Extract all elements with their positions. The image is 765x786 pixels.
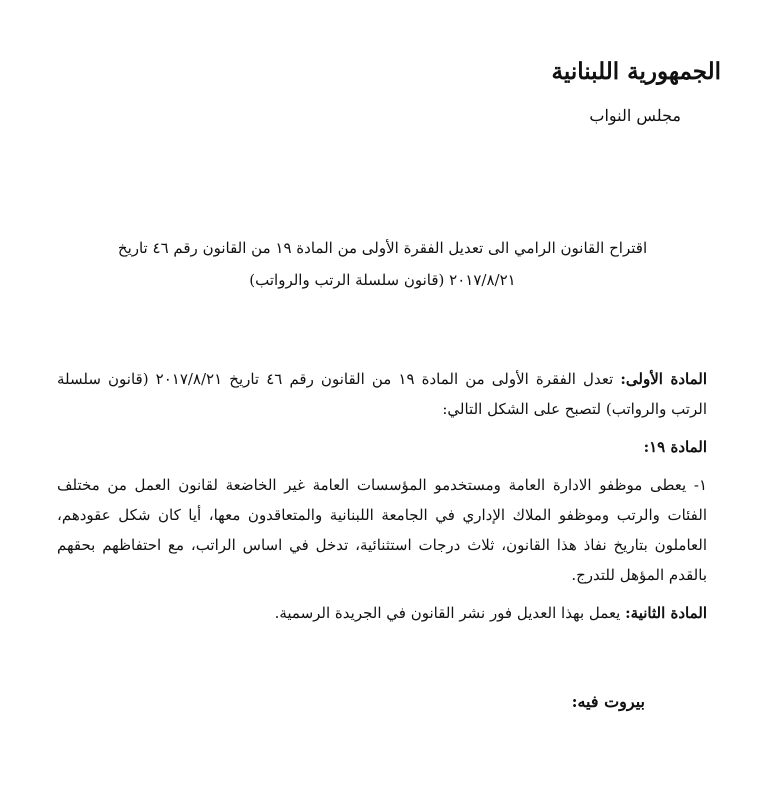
article-19-text: ١- يعطى موظفو الادارة العامة ومستخدمو المؤسسات العامة غير الخاضعة لقانون العمل من مختلف الفئات والرتب وموظفو الملاك الإداري في الجامعة اللبنانية والمتعاقدون معها، أيا كان شكل عقودهم، العاملون بتاريخ نفاذ هذا القانون، ثلاث درجات استثنائية، تدخل في اساس الراتب، مع احتفاظهم بحقهم بالقدم المؤهل للتدرج. (57, 476, 707, 584)
document-body (57, 364, 707, 628)
title-line-1: اقتراح القانون الرامي الى تعديل الفقرة الأولى من المادة ١٩ من القانون رقم ٤٦ تاريخ (117, 239, 648, 257)
article-1-paragraph (57, 364, 707, 424)
article-1-label: المادة الأولى: (620, 370, 707, 388)
proposal-title (0, 232, 765, 296)
article-2-paragraph (57, 598, 707, 628)
beirut-date-line: بيروت فيه: (571, 692, 645, 711)
parliament-subheading: مجلس النواب (589, 106, 681, 125)
article-1-text: تعدل الفقرة الأولى من المادة ١٩ من القانون رقم ٤٦ تاريخ ٢٠١٧/٨/٢١ (قانون سلسلة الرتب والرواتب) لتصبح على الشكل التالي: (57, 370, 707, 418)
article-2-text: يعمل بهذا العديل فور نشر القانون في الجريدة الرسمية. (274, 604, 626, 622)
article-2-label: المادة الثانية: (625, 604, 707, 622)
article-19-label: المادة ١٩: (643, 438, 707, 456)
title-line-2: ٢٠١٧/٨/٢١ (قانون سلسلة الرتب والرواتب) (249, 271, 516, 289)
republic-heading: الجمهورية اللبنانية (551, 58, 721, 85)
